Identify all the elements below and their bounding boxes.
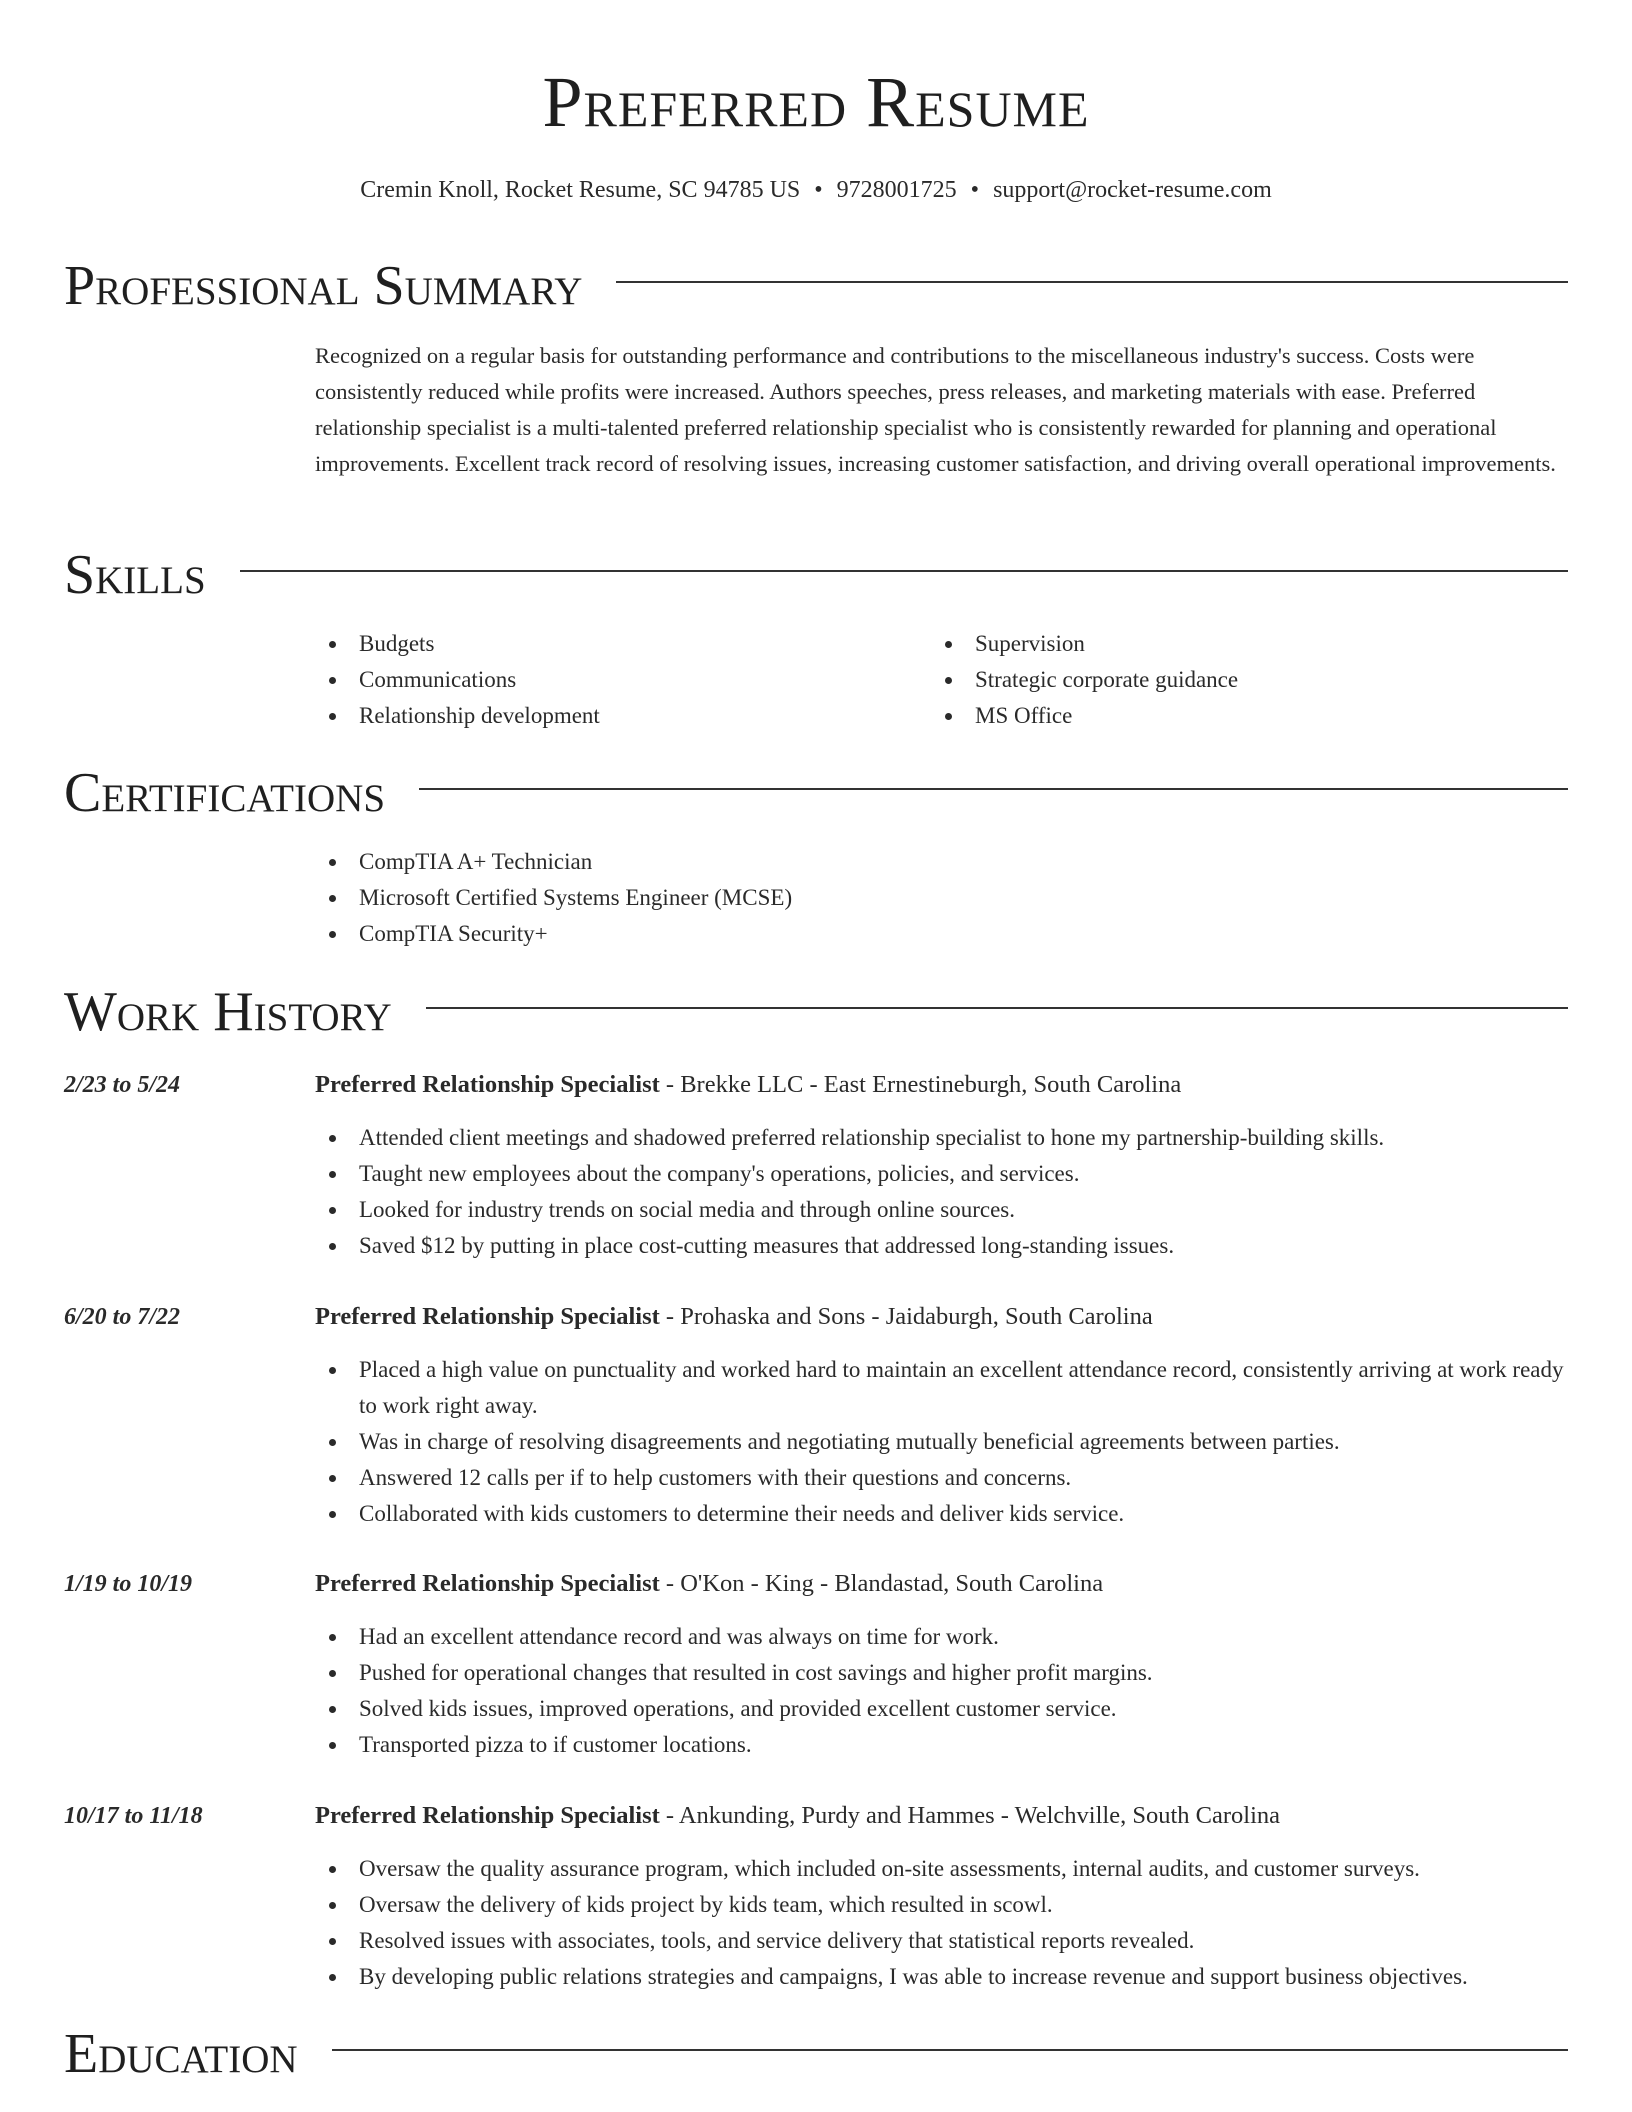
certification-item: CompTIA Security+ [315, 916, 792, 952]
job-bullet: Was in charge of resolving disagreements and negotiating mutually beneficial agreements between parties. [315, 1424, 1572, 1460]
job-bullet: Saved $12 by putting in place cost-cutting measures that addressed long-standing issues. [315, 1228, 1572, 1264]
job-bullets [315, 1619, 1572, 1763]
certifications-list [315, 844, 792, 952]
job-bullet: Oversaw the quality assurance program, which included on-site assessments, internal audits, and customer surveys. [315, 1851, 1572, 1887]
job-dates: 2/23 to 5/24 [64, 1072, 181, 1098]
section-header-education [64, 2024, 1568, 2084]
job-employer: - Prohaska and Sons - Jaidaburgh, South Carolina [659, 1303, 1153, 1330]
section-header-certifications [64, 763, 1568, 823]
section-divider [426, 1007, 1568, 1009]
contact-address: Cremin Knoll, Rocket Resume, SC 94785 US [360, 177, 801, 203]
summary-text: Recognized on a regular basis for outstanding performance and contributions to the miscellaneous industry's success. Costs were consistently reduced while profits were increased. Authors speeches, press releases, and marketing materials with ease. Preferred relationship specialist is a multi-talented preferred relationship specialist who is consistently rewarded for planning and operational improvements. Excellent track record of resolving issues, increasing customer satisfaction, and driving overall operational improvements. [315, 343, 1556, 476]
contact-separator: • [814, 177, 823, 203]
section-title-work-history: Work History [64, 981, 392, 1043]
job-heading [315, 1567, 1103, 1601]
job-bullet: Answered 12 calls per if to help customers with their questions and concerns. [315, 1460, 1572, 1496]
contact-email: support@rocket-resume.com [993, 177, 1272, 203]
certification-item: CompTIA A+ Technician [315, 844, 792, 880]
job-bullets [315, 1120, 1572, 1264]
section-divider [616, 281, 1568, 283]
contact-line [0, 174, 1632, 206]
job-dates: 10/17 to 11/18 [64, 1803, 203, 1829]
job-bullets [315, 1352, 1572, 1532]
job-title: Preferred Relationship Specialist [315, 1071, 660, 1098]
job-title: Preferred Relationship Specialist [315, 1570, 660, 1597]
job-title: Preferred Relationship Specialist [315, 1802, 660, 1829]
job-bullet: By developing public relations strategies and campaigns, I was able to increase revenue and support business objectives. [315, 1959, 1572, 1995]
job-heading [315, 1068, 1181, 1102]
section-divider [332, 2049, 1568, 2051]
job-bullet: Solved kids issues, improved operations, and provided excellent customer service. [315, 1691, 1572, 1727]
job-bullet: Attended client meetings and shadowed preferred relationship specialist to hone my partnership-building skills. [315, 1120, 1572, 1156]
job-employer: - Brekke LLC - East Ernestineburgh, South Carolina [659, 1071, 1182, 1098]
job-title: Preferred Relationship Specialist [315, 1303, 660, 1330]
section-header-skills [64, 545, 1568, 605]
job-bullet: Oversaw the delivery of kids project by kids team, which resulted in scowl. [315, 1887, 1572, 1923]
section-title-skills: Skills [64, 544, 206, 606]
skill-item: Communications [315, 662, 600, 698]
job-bullet: Collaborated with kids customers to determine their needs and deliver kids service. [315, 1496, 1572, 1532]
job-heading [315, 1300, 1153, 1334]
contact-separator: • [970, 177, 980, 203]
skills-list-right [931, 626, 1238, 734]
section-divider [240, 570, 1568, 572]
skill-item: Relationship development [315, 698, 600, 734]
section-divider [419, 788, 1568, 790]
section-title-summary: Professional Summary [64, 255, 583, 317]
resume-name: Preferred Resume [542, 62, 1090, 142]
job-bullet: Looked for industry trends on social media and through online sources. [315, 1192, 1572, 1228]
job-bullet: Had an excellent attendance record and was always on time for work. [315, 1619, 1572, 1655]
skill-item: Strategic corporate guidance [931, 662, 1238, 698]
job-dates: 1/19 to 10/19 [64, 1571, 193, 1597]
job-bullet: Taught new employees about the company's operations, policies, and services. [315, 1156, 1572, 1192]
job-bullets [315, 1851, 1572, 1995]
job-employer: - O'Kon - King - Blandastad, South Carolina [659, 1570, 1104, 1597]
section-title-certifications: Certifications [64, 762, 386, 824]
job-bullet: Transported pizza to if customer locations. [315, 1727, 1572, 1763]
section-title-education: Education [64, 2023, 298, 2085]
contact-phone: 9728001725 [836, 177, 957, 203]
skills-list-left [315, 626, 600, 734]
certification-item: Microsoft Certified Systems Engineer (MCSE) [315, 880, 792, 916]
job-bullet: Resolved issues with associates, tools, and service delivery that statistical reports revealed. [315, 1923, 1572, 1959]
skill-item: Supervision [931, 626, 1238, 662]
section-header-summary [64, 256, 1568, 316]
section-header-work-history [64, 982, 1568, 1042]
job-dates: 6/20 to 7/22 [64, 1304, 181, 1330]
job-bullet: Placed a high value on punctuality and worked hard to maintain an excellent attendance record, consistently arriving at work ready to work right away. [315, 1352, 1572, 1424]
job-bullet: Pushed for operational changes that resulted in cost savings and higher profit margins. [315, 1655, 1572, 1691]
skill-item: MS Office [931, 698, 1238, 734]
job-heading [315, 1799, 1280, 1833]
skill-item: Budgets [315, 626, 600, 662]
job-employer: - Ankunding, Purdy and Hammes - Welchville, South Carolina [659, 1802, 1281, 1829]
